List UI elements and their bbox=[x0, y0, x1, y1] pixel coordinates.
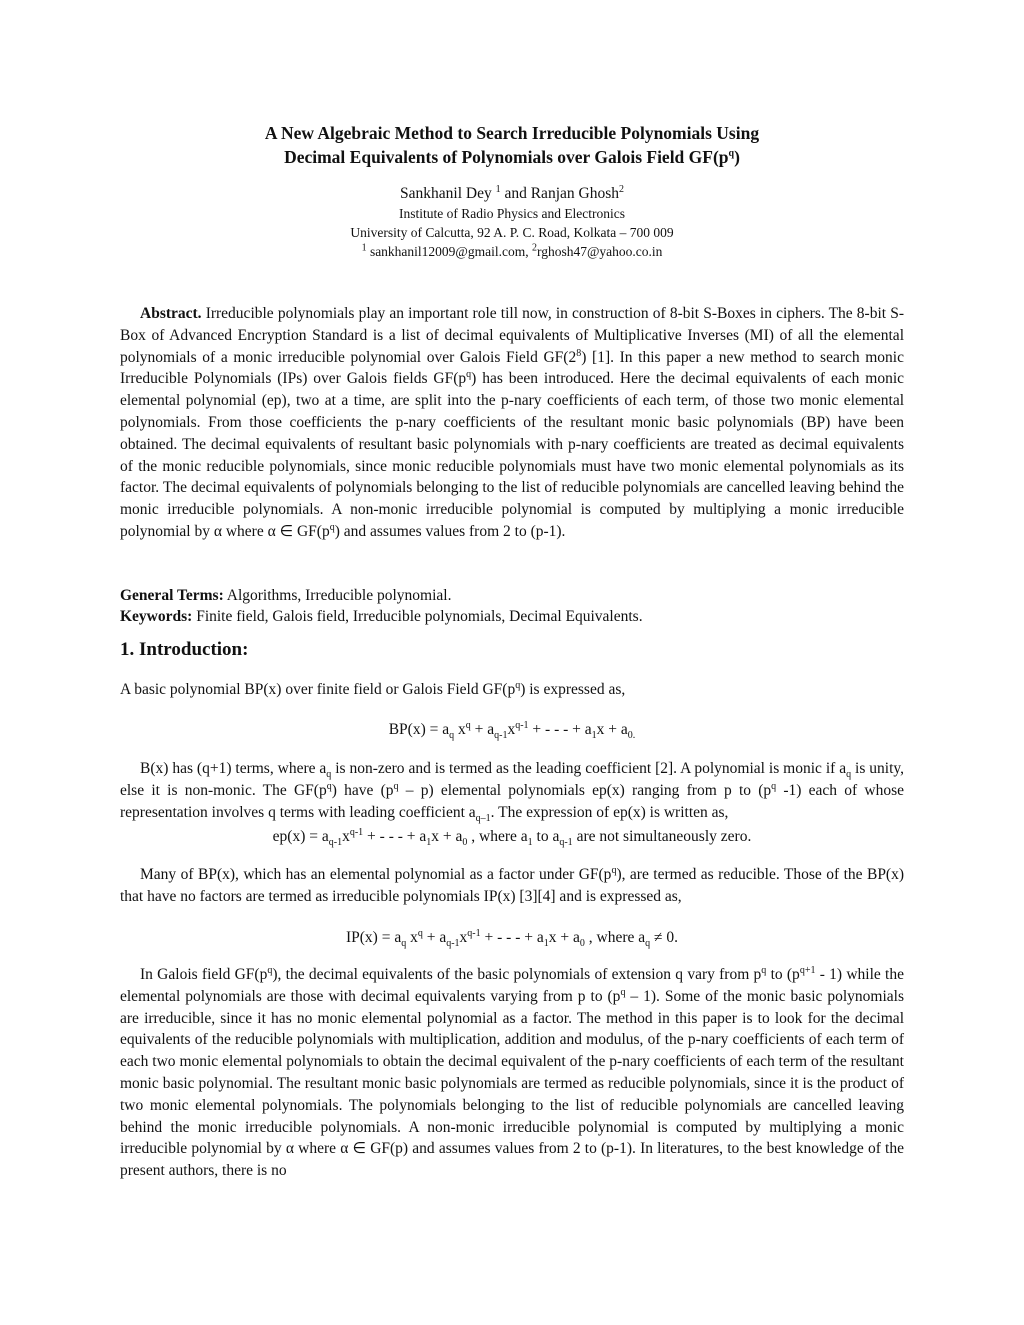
intro-sentence: A basic polynomial BP(x) over finite field or Galois Field $GF(p^q)$ is expressed as, bbox=[120, 679, 626, 698]
paragraph-galois-field-method: In Galois field $GF(p^q)$, the decimal equivalents of the basic polynomials of extension q vary from $p^q$ to $(p^{q+1} - 1)$ while the elemental polynomials are those with decimal equivalents varying from p to $(p^q - 1)$. Some of the monic basic polynomials are irreducible, since it has no monic elemental polynomial as a factor. The method in this paper is to look for the decimal equivalents of the reducible polynomials with multiplication, addition and modulus, of the p-nary coefficients of each term of each two monic elemental polynomials to obtain the decimal equivalent of the p-nary coefficients of each term of the resultant monic basic polynomial. The resultant monic basic polynomials are termed as reducible polynomials, since it is the product of two monic elemental polynomials. The polynomials belonging to the list of reducible polynomials are cancelled leaving behind the monic irreducible polynomials. A non-monic irreducible polynomial is computed by multiplying a monic irreducible polynomial by α where α ∈ GF(p) and assumes values from 2 to (p-1). In literatures, to the best knowledge of the present authors, there is no bbox=[120, 964, 905, 1180]
equation-bp: $BP(x) = a_q$ $x^q + a_{q-1}x^{q-1}$ + - - - + $a_1x + a_{0.}$ bbox=[388, 719, 636, 742]
section-heading-introduction: 1. Introduction: bbox=[120, 639, 249, 660]
abstract-paragraph: Abstract. Irreducible polynomials play an important role till now, in construction of 8-bit S-Boxes in ciphers. The 8-bit S-Box of Advanced Encryption Standard is a list of decimal equivalents of Multiplicative Inverses (MI) of all the elemental polynomials of a monic irreducible polynomial over Galois Field $GF(2^8)$ [1]. In this paper a new method to search monic Irreducible Polynomials (IPs) over Galois fields $GF(p^q)$ has been introduced. Here the decimal equivalents of each monic elemental polynomial (ep), two at a time, are split into the p-nary coefficients of each term, of those two monic elemental polynomials. From those coefficients the p-nary coefficients of the resultant monic basic polynomials (BP) have been obtained. The decimal equivalents of resultant basic polynomials with p-nary coefficients are treated as decimal equivalents of the monic reducible polynomials, since monic reducible polynomials must have two monic elemental polynomials as its factor. The decimal equivalents of polynomials belonging to the list of reducible polynomials are cancelled leaving behind the monic irreducible polynomials. A non-monic irreducible polynomial is computed by multiplying a monic irreducible polynomial by α where α ∈ $GF(p^q)$ and assumes values from 2 to (p-1). bbox=[120, 305, 905, 540]
keywords: Keywords: Finite field, Galois field, Irreducible polynomials, Decimal Equivalents. bbox=[120, 608, 643, 625]
affiliation-institute: Institute of Radio Physics and Electronics bbox=[398, 206, 626, 221]
paper-title-line-1: A New Algebraic Method to Search Irreducible Polynomials Using bbox=[264, 123, 760, 143]
author-line: Sankhanil Dey $^1$ and Ranjan Ghosh$^2$ bbox=[400, 183, 624, 202]
general-terms: General Terms: Algorithms, Irreducible polynomial. bbox=[120, 587, 452, 604]
equation-ip: $IP(x) = a_q$ $x^q + a_{q-1}x^{q-1}$ + - - - + $a_1x + a_0$ , where $a_q \ne 0$. bbox=[345, 927, 679, 950]
author-emails: $^1$ sankhanil12009@gmail.com, $^2$rghosh47@yahoo.co.in bbox=[361, 242, 663, 259]
paper-title-line-2: Decimal Equivalents of Polynomials over Galois Field $GF(p^q)$ bbox=[284, 147, 740, 167]
equation-ep: $ep(x) = a_{q-1}x^{q-1}$ + - - - + $a_1x + a_0$ , where $a_1$ to $a_{q-1}$ are not simultaneously zero. bbox=[272, 826, 752, 849]
paragraph-leading-coefficient: B(x) has (q+1) terms, where $a_q$ is non-zero and is termed as the leading coefficient [2]. A polynomial is monic if $a_q$ is unity, else it is non-monic. The $GF(p^q)$ have $(p^q - p)$ elemental polynomials ep(x) ranging from p to ($p^q$ -1) each of whose representation involves q terms with leading coefficient $a_{q-1}$. The expression of ep(x) is written as, bbox=[120, 760, 905, 824]
abstract-label: Abstract. bbox=[140, 305, 202, 322]
affiliation-university: University of Calcutta, 92 A. P. C. Road, Kolkata – 700 009 bbox=[350, 225, 674, 240]
paragraph-reducible: Many of BP(x), which has an elemental polynomial as a factor under $GF(p^q)$, are termed as reducible. Those of the BP(x) that have no factors are termed as irreducible polynomials IP(x) [3][4] and is expressed as, bbox=[120, 864, 905, 905]
